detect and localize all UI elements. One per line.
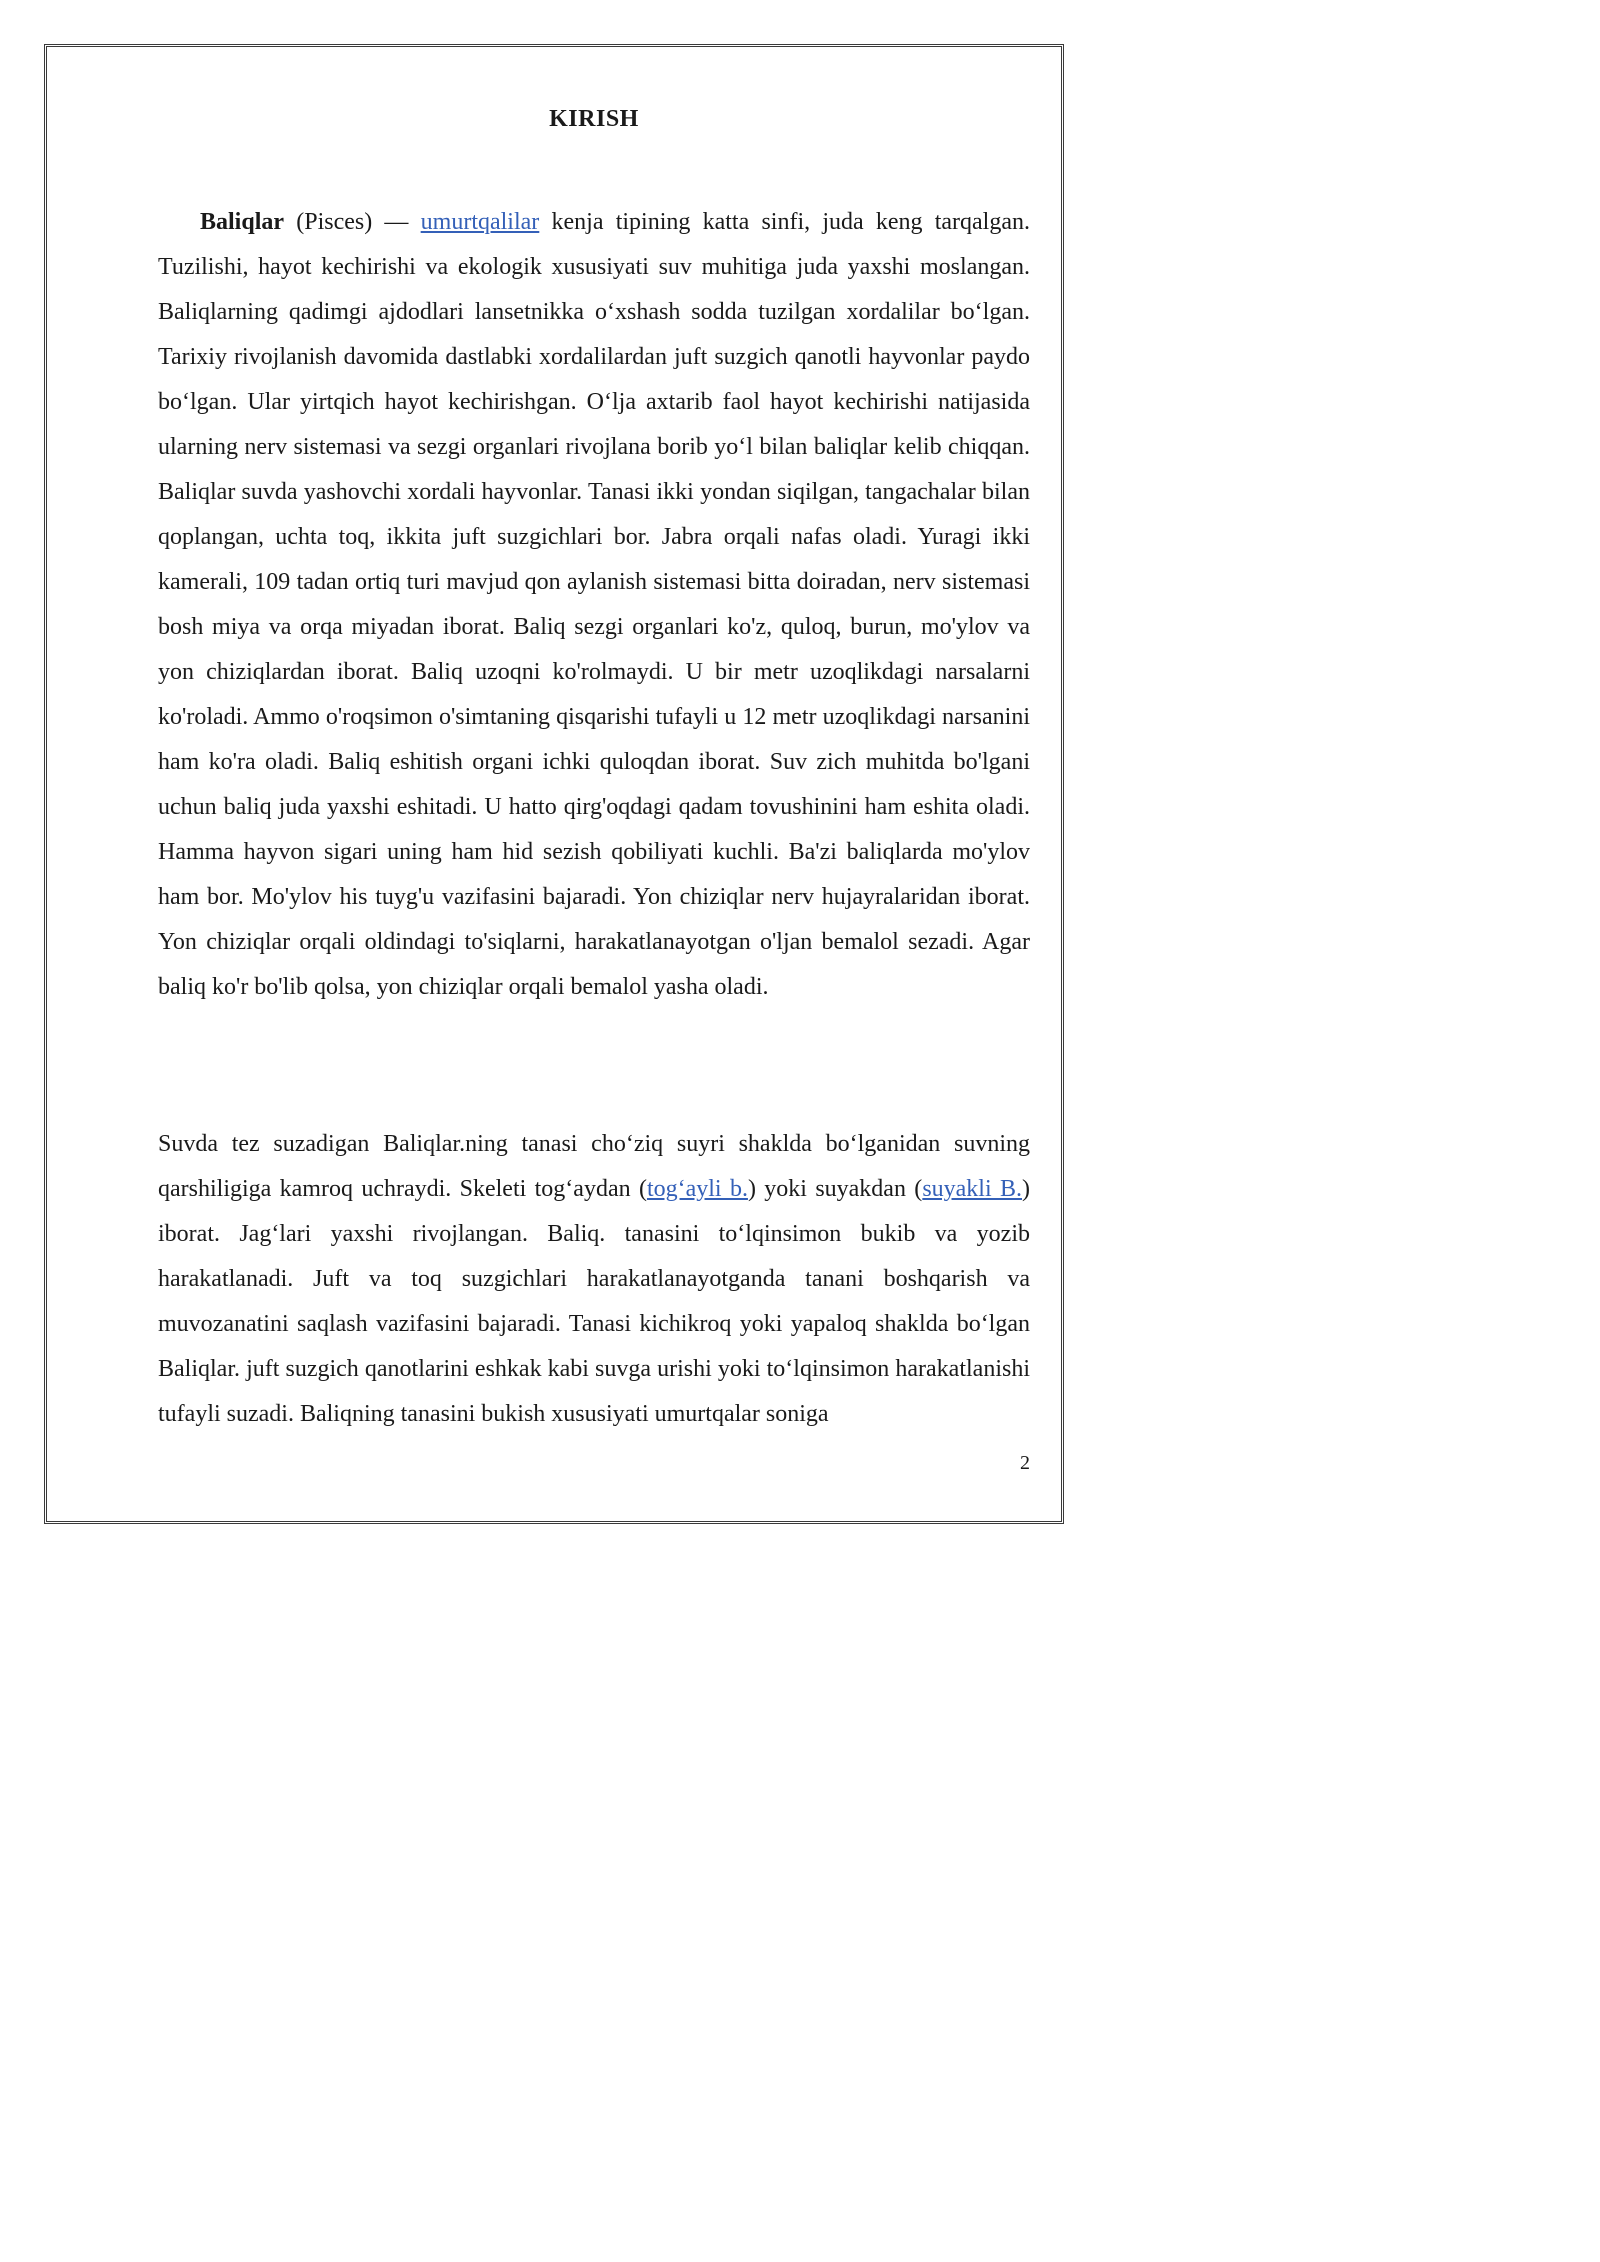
paragraph-intro-text-a: (Pisces) — — [284, 209, 421, 235]
page-title: KIRISH — [549, 106, 639, 132]
paragraph-intro — [158, 200, 1030, 1010]
bold-term: Baliqlar — [200, 209, 285, 235]
link-umurtqalilar[interactable]: umurtqalilar — [420, 209, 540, 235]
paragraph-swimming-text-b: ) yoki suyakdan ( — [747, 1176, 923, 1202]
paragraph-swimming — [158, 1122, 1030, 1437]
paragraph-swimming-text-c: ) iborat. Jag‘lari yaxshi rivojlangan. Baliq. tanasini to‘lqinsimon bukib va yozib harakatlanadi. Juft va toq suzgichlari harakatlanayotganda tanani boshqarish va muvozanatini saqlash vazifasini bajaradi. Tanasi kichikroq yoki yapaloq shaklda bo‘lgan Baliqlar. juft suzgich qanotlarini eshkak kabi suvga urishi yoki to‘lqinsimon harakatlanishi tufayli suzadi. Baliqning tanasini bukish xususiyati umurtqalar soniga — [158, 1176, 1030, 1427]
page-number: 2 — [1020, 1452, 1030, 1474]
link-suyakli[interactable]: suyakli B. — [922, 1176, 1022, 1202]
paragraph-swimming-text-a: Suvda tez suzadigan Baliqlar.ning tanasi cho‘ziq suyri shaklda bo‘lganidan suvning qarshiligiga kamroq uchraydi. Skeleti tog‘aydan ( — [158, 1131, 1030, 1202]
link-togayli[interactable]: tog‘ayli b. — [646, 1176, 748, 1202]
paragraph-intro-text-b: kenja tipining katta sinfi, juda keng tarqalgan. Tuzilishi, hayot kechirishi va ekologik xususiyati suv muhitiga juda yaxshi moslangan. Baliqlarning qadimgi ajdodlari lansetnikka o‘xshash sodda tuzilgan xordalilar bo‘lgan. Tarixiy rivojlanish davomida dastlabki xordalilardan juft suzgich qanotli hayvonlar paydo bo‘lgan. Ular yirtqich hayot kechirishgan. O‘lja axtarib faol hayot kechirishi natijasida ularning nerv sistemasi va sezgi organlari rivojlana borib yo‘l bilan baliqlar kelib chiqqan. Baliqlar suvda yashovchi xordali hayvonlar. Tanasi ikki yondan siqilgan, tangachalar bilan qoplangan, uchta toq, ikkita juft suzgichlari bor. Jabra orqali nafas oladi. Yuragi ikki kamerali, 109 tadan ortiq turi mavjud qon aylanish sistemasi bitta doiradan, nerv sistemasi bosh miya va orqa miyadan iborat. Baliq sezgi organlari ko'z, quloq, burun, mo'ylov va yon chiziqlardan iborat. Baliq uzoqni ko'rolmaydi. U bir metr uzoqlikdagi narsalarni ko'roladi. Ammo o'roqsimon o'simtaning qisqarishi tufayli u 12 metr uzoqlikdagi narsanini ham ko'ra oladi. Baliq eshitish organi ichki quloqdan iborat. Suv zich muhitda bo'lgani uchun baliq juda yaxshi eshitadi. U hatto qirg'oqdagi qadam tovushinini ham eshita oladi. Hamma hayvon sigari uning ham hid sezish qobiliyati kuchli. Ba'zi baliqlarda mo'ylov ham bor. Mo'ylov his tuyg'u vazifasini bajaradi. Yon chiziqlar nerv hujayralaridan iborat. Yon chiziqlar orqali oldindagi to'siqlarni, harakatlanayotgan o'ljan bemalol sezadi. Agar baliq ko'r bo'lib qolsa, yon chiziqlar orqali bemalol yasha oladi. — [158, 209, 1031, 1000]
